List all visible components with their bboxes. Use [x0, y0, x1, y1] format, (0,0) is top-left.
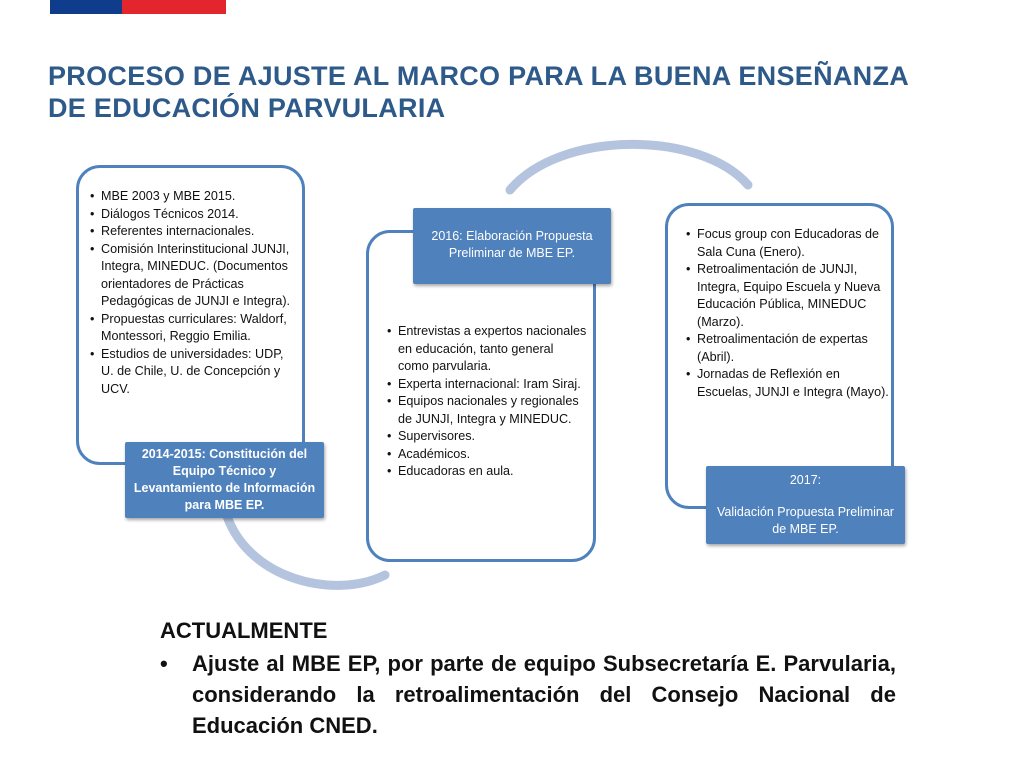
stage1-list	[90, 188, 295, 398]
stage3-card	[665, 203, 894, 509]
stage1-item: • Referentes internacionales.	[90, 223, 295, 241]
stage2-item: • Entrevistas a expertos nacionales en educación, tanto general como parvularia.	[387, 323, 587, 376]
stage1-item: • Comisión Interinstitucional JUNJI, Integra, MINEDUC. (Documentos orientadores de Prácticas Pedagógicas de JUNJI e Integra).	[90, 241, 295, 311]
stage3-item: • Retroalimentación de expertas (Abril).	[686, 331, 891, 366]
summary-text: Ajuste al MBE EP, por parte de equipo Subsecretaría E. Parvularia, considerando la retroalimentación del Consejo Nacional de Educación CNED.	[192, 651, 896, 738]
stage1-item: • Propuestas curriculares: Waldorf, Montessori, Reggio Emilia.	[90, 311, 295, 346]
stage2-item: • Equipos nacionales y regionales de JUNJI, Integra y MINEDUC.	[387, 393, 587, 428]
stage2-item: • Académicos.	[387, 446, 587, 464]
stage2-item: • Educadoras en aula.	[387, 463, 587, 481]
stage2-label: 2016: Elaboración Propuesta Preliminar de MBE EP.	[413, 208, 611, 284]
summary-bullet: •	[160, 651, 168, 676]
stage3-item: • Retroalimentación de JUNJI, Integra, Equipo Escuela y Nueva Educación Pública, MINEDUC (Marzo).	[686, 261, 891, 331]
stage3-label-text: Validación Propuesta Preliminar de MBE EP.	[717, 505, 894, 536]
arc-lower	[225, 510, 385, 585]
summary-heading: ACTUALMENTE	[160, 618, 328, 643]
stage1-card	[76, 165, 305, 465]
stage1-item: • Estudios de universidades: UDP, U. de Chile, U. de Concepción y UCV.	[90, 346, 295, 399]
stage2-item: • Experta internacional: Iram Siraj.	[387, 376, 587, 394]
summary-list	[160, 648, 896, 741]
stage2-list	[387, 323, 587, 481]
stage3-label-year: 2017:	[789, 473, 822, 487]
stage3-list	[686, 226, 891, 401]
stage3-item: • Jornadas de Reflexión en Escuelas, JUNJI e Integra (Mayo).	[686, 366, 891, 401]
stage1-label: 2014-2015: Constitución del Equipo Técnico y Levantamiento de Información para MBE EP.	[125, 442, 324, 518]
arc-upper	[510, 144, 748, 190]
stage3-item: • Focus group con Educadoras de Sala Cuna (Enero).	[686, 226, 891, 261]
page-title: PROCESO DE AJUSTE AL MARCO PARA LA BUENA ENSEÑANZA DE EDUCACIÓN PARVULARIA	[48, 61, 909, 123]
stage2-item: • Supervisores.	[387, 428, 587, 446]
stage3-label	[706, 466, 905, 544]
stage1-item: • MBE 2003 y MBE 2015.	[90, 188, 295, 206]
stage1-item: • Diálogos Técnicos 2014.	[90, 206, 295, 224]
summary-item	[160, 648, 896, 741]
